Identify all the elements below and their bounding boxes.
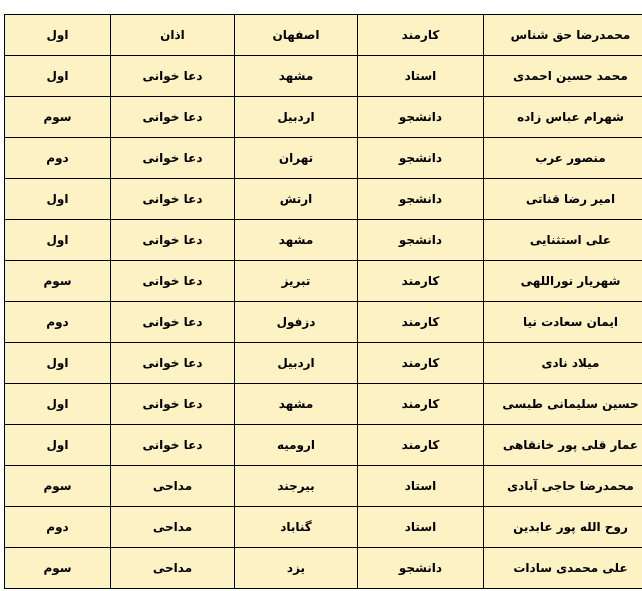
city-cell: دزفول [235,302,358,343]
activity-cell: مداحی [111,466,235,507]
table-row [5,220,642,261]
name-cell: علی استثنایی [484,220,642,261]
table-row [5,56,642,97]
name-cell: روح الله پور عابدین [484,507,642,548]
occupation-cell: دانشجو [358,97,484,138]
table-row [5,302,642,343]
rank-cell: اول [5,384,111,425]
city-cell: مشهد [235,220,358,261]
table-body [5,15,642,589]
table-row [5,507,642,548]
activity-cell: مداحی [111,507,235,548]
table-row [5,548,642,589]
name-cell: شهرام عباس زاده [484,97,642,138]
name-cell: ایمان سعادت نیا [484,302,642,343]
participants-table [4,14,642,589]
activity-cell: دعا خوانی [111,179,235,220]
city-cell: اصفهان [235,15,358,56]
city-cell: ارتش [235,179,358,220]
name-cell: حسین سلیمانی طبسی [484,384,642,425]
city-cell: گناباد [235,507,358,548]
rank-cell: اول [5,56,111,97]
occupation-cell: دانشجو [358,179,484,220]
activity-cell: اذان [111,15,235,56]
name-cell: محمد حسین احمدی [484,56,642,97]
activity-cell: مداحی [111,548,235,589]
rank-cell: اول [5,15,111,56]
occupation-cell: کارمند [358,15,484,56]
activity-cell: دعا خوانی [111,261,235,302]
table-row [5,466,642,507]
table-row [5,384,642,425]
table-row [5,179,642,220]
occupation-cell: کارمند [358,261,484,302]
rank-cell: اول [5,425,111,466]
activity-cell: دعا خوانی [111,425,235,466]
city-cell: مشهد [235,384,358,425]
table-row [5,425,642,466]
occupation-cell: دانشجو [358,548,484,589]
city-cell: اردبیل [235,97,358,138]
rank-cell: اول [5,179,111,220]
activity-cell: دعا خوانی [111,384,235,425]
name-cell: میلاد نادی [484,343,642,384]
rank-cell: سوم [5,97,111,138]
activity-cell: دعا خوانی [111,56,235,97]
name-cell: شهریار نوراللهی [484,261,642,302]
city-cell: تبریز [235,261,358,302]
table-row [5,97,642,138]
city-cell: مشهد [235,56,358,97]
name-cell: منصور عرب [484,138,642,179]
occupation-cell: کارمند [358,425,484,466]
occupation-cell: دانشجو [358,138,484,179]
rank-cell: اول [5,220,111,261]
rank-cell: دوم [5,507,111,548]
name-cell: امیر رضا قناتی [484,179,642,220]
city-cell: ارومیه [235,425,358,466]
rank-cell: دوم [5,302,111,343]
city-cell: یزد [235,548,358,589]
occupation-cell: دانشجو [358,220,484,261]
activity-cell: دعا خوانی [111,138,235,179]
table-row [5,138,642,179]
table-row [5,15,642,56]
table-row [5,261,642,302]
city-cell: تهران [235,138,358,179]
activity-cell: دعا خوانی [111,302,235,343]
activity-cell: دعا خوانی [111,97,235,138]
occupation-cell: کارمند [358,384,484,425]
occupation-cell: استاد [358,507,484,548]
rank-cell: سوم [5,548,111,589]
rank-cell: اول [5,343,111,384]
rank-cell: سوم [5,466,111,507]
occupation-cell: کارمند [358,343,484,384]
table-row [5,343,642,384]
city-cell: اردبیل [235,343,358,384]
name-cell: محمدرضا حاجی آبادی [484,466,642,507]
name-cell: علی محمدی سادات [484,548,642,589]
activity-cell: دعا خوانی [111,220,235,261]
city-cell: بیرجند [235,466,358,507]
rank-cell: دوم [5,138,111,179]
occupation-cell: استاد [358,466,484,507]
occupation-cell: کارمند [358,302,484,343]
rank-cell: سوم [5,261,111,302]
name-cell: محمدرضا حق شناس [484,15,642,56]
activity-cell: دعا خوانی [111,343,235,384]
occupation-cell: استاد [358,56,484,97]
name-cell: عمار قلی پور خانقاهی [484,425,642,466]
